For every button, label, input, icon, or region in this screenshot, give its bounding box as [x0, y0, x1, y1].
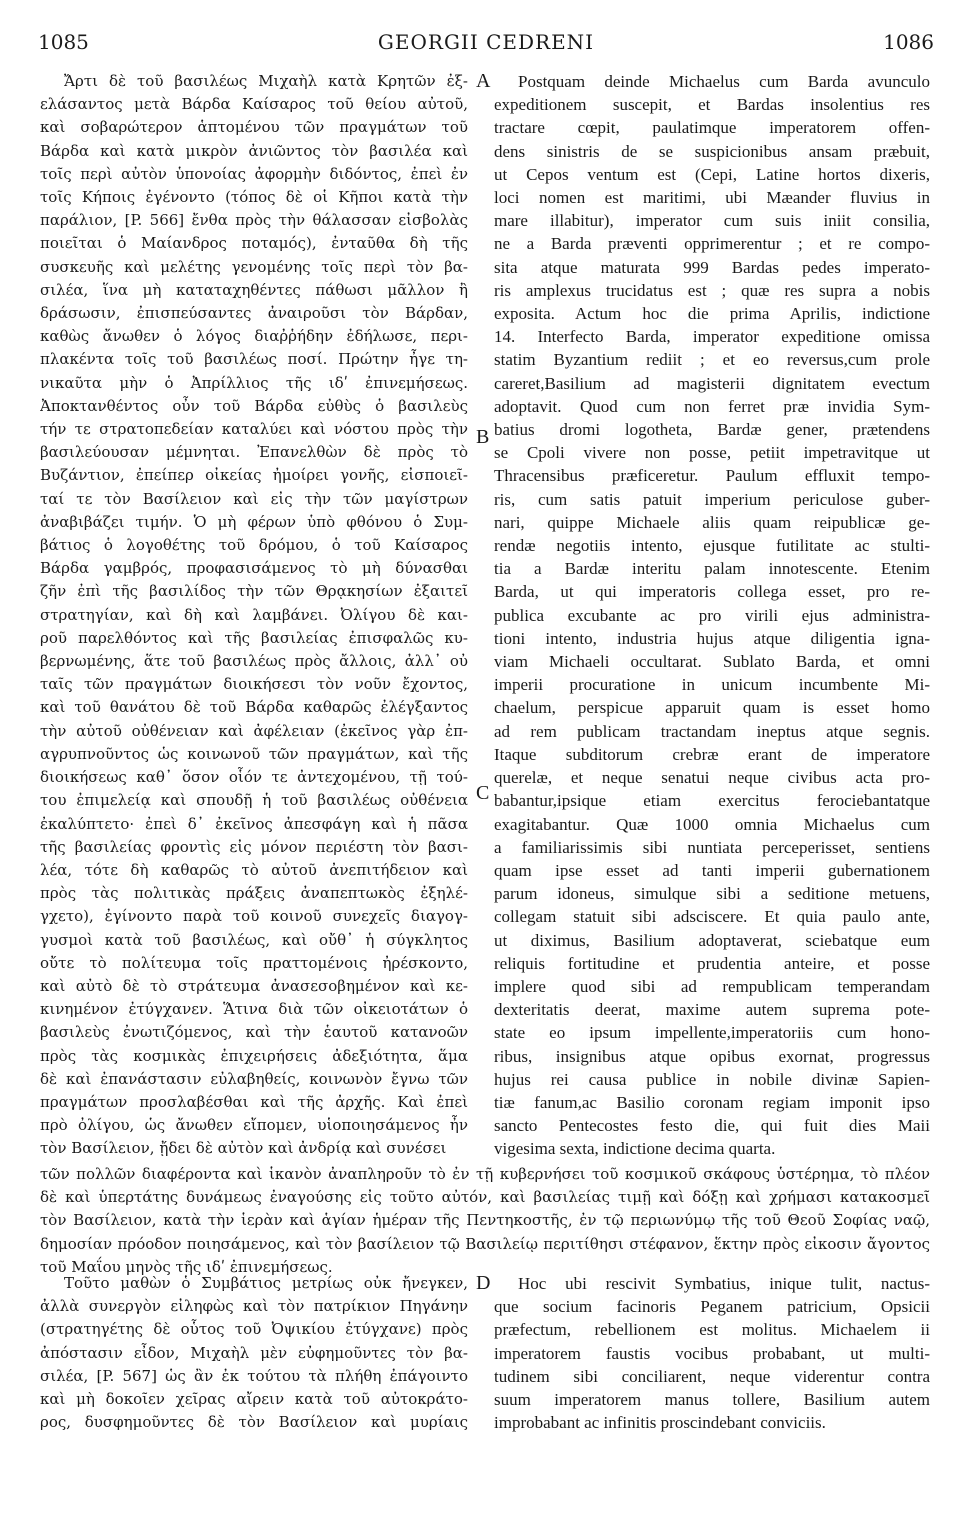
text-line: dexteritatis deerat, maxime autem suprema pote-	[494, 1000, 930, 1020]
text-line: ελάσαντος μετὰ Βάρδα Καίσαρος τοῦ θείου αὐτοῦ,	[40, 95, 468, 114]
text-line: παράλιον, [P. 566] ἔνθα πρὸς τὴν θάλασσαν εἰσβολὰς	[40, 211, 468, 230]
text-line: πραγμάτων προσλαβέσθαι καὶ τῆς ἀρχῆς. Καὶ ἐπεὶ	[40, 1092, 468, 1111]
text-line: πρὸς τὰς κοσμικὰς ἐπιχειρήσεις ἀδεξιότητα, ἅμα	[40, 1046, 468, 1065]
text-line: ribus, insignibus atque opibus exornat, progressus	[494, 1046, 930, 1066]
text-line: exagitabantur. Quæ 1000 omnia Michaelus cum	[494, 814, 930, 834]
text-line: imperatorem faustis vocibus probabant, ut multi-	[494, 1343, 930, 1363]
text-line: βάτιος ὁ λογοθέτης τοῦ δρόμου, ὁ τοῦ Καίσαρος	[40, 536, 468, 555]
text-line: δράσωσιν, ἐπισπεύσαντες ἀναιροῦσι τὸν Βάρδαν,	[40, 304, 468, 323]
text-line: ἀναβιβάζει τιμήν. Ὁ μὴ φέρων ὑπὸ φθόνου ὁ Συμ-	[40, 512, 468, 531]
text-line: se Cpoli vivere non posse, petiit impetravitque ut	[494, 443, 930, 463]
text-line: nari, quippe Michaele aliis quam reipublicæ ge-	[494, 512, 930, 532]
text-line: exposita. Actum hoc die prima Aprilis, indictione	[494, 304, 930, 324]
text-line: πρὸς τὰς πολιτικὰς πράξεις ἀναπεπτωκὸς ἐξηλέ-	[40, 884, 468, 903]
text-line: καθὼς ἄνωθεν ὁ λόγος διαῤῥήδην ἐδήλωσε, περι-	[40, 327, 468, 346]
text-line: mare illabitur), imperator cum suis iniit consilia,	[494, 211, 930, 231]
text-line: διοικήσεως καθ᾽ ὅσον οἷόν τε ἀντεχομένου, τῇ τού-	[40, 768, 468, 787]
text-line: πλακέντα τοῖς τοῦ βασιλέως ποσί. Πρώτην ἦγε τη-	[40, 350, 468, 369]
text-line: ris amplexus trucidatus est ; quæ res supra a nobis	[494, 280, 930, 300]
text-line: τὸν Βασίλειον, κατὰ τὴν ἱερὰν καὶ ἁγίαν ἡμέραν τῆς Πεντηκοστῆς, ἐν τῷ περιωνύμῳ τῆς τοῦ Θεοῦ Σοφίας ναῷ,	[40, 1211, 930, 1230]
text-line: batius dromi logotheta, Bardæ gener, prætendens	[494, 420, 930, 440]
text-line: hujus rei causa publice in nobile divinæ Sapien-	[494, 1069, 930, 1089]
text-line: τοῦ Μαΐου μηνὸς τῆς ιδʹ ἐπινεμήσεως.	[40, 1257, 333, 1276]
text-line: statim Byzantium rediit ; et eo reversus,cum prole	[494, 350, 930, 370]
text-line: collegam statuit sibi adsciscere. Et quia paulo ante,	[494, 907, 930, 927]
text-line: tioni intento, industria hujus atque diligentia igna-	[494, 628, 930, 648]
greek-column-top	[40, 70, 468, 1161]
margin-marker-b: B	[476, 426, 490, 448]
text-line: parum idoneus, simulque sibi a seditione metuens,	[494, 884, 930, 904]
margin-marker-c: C	[476, 782, 490, 804]
text-line: Βάρδα γαμβρός, προφασισάμενος τὸ μὴ δύνασθαι	[40, 559, 468, 578]
text-line: τῶν πολλῶν διαφέροντα καὶ ἱκανὸν ἀναπληροῦν τὸ ἐν τῇ κυβερνήσει τοῦ κοσμικοῦ σκάφους ὑστέρημα, τὸ πλέον	[40, 1165, 930, 1183]
text-line: ne a Barda præventi opprimerentur ; et re compo-	[494, 234, 930, 254]
text-line: τῆς βασιλείας φροντὶς εἰς μόνον περιέστη τὸν βασι-	[40, 837, 468, 856]
text-line: sita atque maturata 999 Bardas pedes imperato-	[494, 257, 930, 277]
text-line: querelæ, et neque senatui neque civibus acta pro-	[494, 768, 930, 788]
text-line: τήν τε στρατοπεδείαν καταλύει καὶ νόστου πρὸς τὴν	[40, 420, 468, 439]
text-line: loci nomen est maritimi, ubi Mæander fluvius in	[494, 188, 930, 208]
text-line: σιλέα, [P. 567] ὡς ἂν ἐκ τούτου τὰ πλήθη ἐπάγοιντο	[40, 1366, 468, 1385]
text-line: ποιεῖται ὁ Μαίανδρος ποταμός), ἐνταῦθα δὴ τῆς	[40, 234, 468, 253]
page-number-left: 1085	[38, 30, 89, 54]
text-line: adoptavit. Quod cum non ferret præ invidia Sym-	[494, 396, 930, 416]
page-number-right: 1086	[883, 30, 934, 54]
text-line: imperii procuratione in unicum incumbente Mi-	[494, 675, 930, 695]
text-line: Barda, ut qui imperatoris collega esset, pro re-	[494, 582, 930, 602]
text-line: ἀπόστασιν εἶδον, Μιχαὴλ μὲν εὐφημοῦντες τὸν βα-	[40, 1343, 468, 1362]
page-header	[38, 30, 934, 66]
text-line: ἐκαλύπτετο· ἐπεὶ δ᾽ ἐκεῖνος ἀπεσφάγη καὶ ἡ πᾶσα	[40, 814, 468, 833]
text-line: καὶ τοῦ θανάτου δὲ τοῦ Βάρδα καθαρῶς ἐλέγξαντος	[40, 698, 468, 717]
margin-marker-a: A	[476, 70, 491, 92]
text-line: Βυζάντιον, ἐπείπερ οἰκείας ἠμοίρει γονῆς, εἰσποιεῖ-	[40, 466, 468, 485]
text-line: sancto Pentecostes festo die, qui fuit dies Maii	[494, 1116, 930, 1136]
text-line: δὲ καὶ ἐπανάστασιν εὐλαβηθείς, κοινωνὸν ἔγνω τῶν	[40, 1069, 468, 1088]
text-line: ταί τε τὸν Βασίλειον καὶ εἰς τὴν τῶν μαγίστρων	[40, 489, 468, 508]
text-line: Itaque subditorum crebræ erant de imperatore	[494, 744, 930, 764]
text-line: ἀλλὰ συνεργὸν εἰληφὼς καὶ τὸν πατρίκιον Πηγάνην	[40, 1297, 468, 1316]
text-line: implere quod sibi ad rempublicam temperandam	[494, 976, 930, 996]
text-line: κινημένον ἐτύγχανεν. Ἅτινα διὰ τῶν οἰκειοτάτων ὁ	[40, 1000, 468, 1019]
text-line: expeditionem suscepit, et Bardas insolentius res	[494, 95, 930, 115]
text-line: Thracensibus præficeretur. Paulum effluxit tempo-	[494, 466, 930, 486]
running-title: GEORGII CEDRENI	[377, 30, 595, 54]
text-line: οὔτε τὸ πολίτευμα τοῖς πραττομένοις ἠρέσκοντο,	[40, 953, 468, 972]
text-line: ροῦ παρελθόντος καὶ τῆς βασιλείας ἐπισφαλῶς κυ-	[40, 628, 468, 647]
text-line: συσκευῆς καὶ μελέτης γενομένης τοῖς περὶ τὸν βα-	[40, 257, 468, 276]
text-line: Postquam deinde Michaelus cum Barda avunculo	[518, 72, 930, 91]
text-line: ταῖς τῶν πραγμάτων διοικήσεσι τὸν νοῦν ἔχοντος,	[40, 675, 468, 694]
text-line: chaelum, perspicue apparuit quam is esset homo	[494, 698, 930, 718]
text-line: Βάρδα καὶ κατὰ μικρὸν ἀνιῶντος τὸν βασιλέα καὶ	[40, 141, 468, 160]
text-line: dens sinistris de se suspicionibus ansam præbuit,	[494, 141, 930, 161]
text-line: βασιλεὺς ἐνωτιζόμενος, καὶ τὴν ἑαυτοῦ κατανοῶν	[40, 1023, 468, 1042]
text-line: ut diximus, Basilium adoptaverat, sciebatque eum	[494, 930, 930, 950]
text-line: τὸν Βασίλειον, ᾔδει δὲ αὐτὸν καὶ ἀνδρίᾳ καὶ συνέσει	[40, 1139, 447, 1158]
text-line: tudinem sibi conciliarent, neque viderentur contra	[494, 1366, 930, 1386]
text-line: præfectum, rebellionem est molitus. Michaelem ii	[494, 1320, 930, 1340]
text-line: τὴν αὐτοῦ οὐθένειαν καὶ ἀφέλειαν (ἐκεῖνος γὰρ ἐπ-	[40, 721, 468, 740]
text-line: πρὸ ὀλίγου, ὡς ἄνωθεν εἴπομεν, υἱοποιησάμενος ἦν	[40, 1116, 468, 1135]
text-line: a familiarissimis sibi nuntiata perceperisset, sentiens	[494, 837, 930, 857]
text-line: tractare cœpit, paulatimque imperatorem offen-	[494, 118, 930, 138]
latin-column-bottom	[494, 1272, 930, 1434]
text-line: Hoc ubi rescivit Symbatius, inique tulit, nactus-	[518, 1274, 930, 1293]
text-line: vigesima sexta, indictione decima quarta.	[494, 1139, 776, 1159]
text-line: suum imperatorem manus tollere, Basilium autem	[494, 1390, 930, 1410]
text-line: λέα, τότε δὴ καθαρῶς τὸ αὐτοῦ ἀνεπιτήδειον καὶ	[40, 860, 468, 879]
text-line: ζῆν ἐπὶ τῆς βασιλίδος τὴν τῶν Θρᾳκησίων ἐξαιτεῖ	[40, 582, 468, 601]
text-line: στρατηγίαν, καὶ δὴ καὶ λαμβάνει. Ὀλίγου δὲ και-	[40, 605, 468, 624]
text-line: babantur,ipsique etiam exercitus ferociebantatque	[494, 791, 930, 811]
text-line: του ἐπιμελείᾳ καὶ σπουδῇ ἡ τοῦ βασιλέως οὐθένεια	[40, 791, 468, 810]
text-line: state eo ipsum impellente,imperatoriis cum hono-	[494, 1023, 930, 1043]
text-line: βερνωμένης, ἅτε τοῦ βασιλέως πρὸς ἄλλοις, ἀλλ᾽ οὐ	[40, 652, 468, 671]
text-line: Τοῦτο μαθὼν ὁ Συμβάτιος μετρίως οὐκ ἤνεγκεν,	[64, 1274, 468, 1292]
text-line: Ἄρτι δὲ τοῦ βασιλέως Μιχαὴλ κατὰ Κρητῶν ἐξ-	[64, 72, 468, 90]
text-line: σιλέα, ἵνα μὴ καταταχηθέντες πάθωσι μᾶλλον ἢ	[40, 280, 468, 299]
text-line: τοῖς περὶ αὐτὸν ὑπονοίας ἀφορμὴν διδόντος, ἐπεὶ ἐν	[40, 164, 468, 183]
text-line: que socium facinoris Peganem patricium, Opsicii	[494, 1297, 930, 1317]
text-line: δημοσίαν πρόοδον ποιησάμενος, καὶ τὸν βασίλειον τῷ Βασιλείῳ περιτίθησι στέφανον, ἕκτην πρὸς εἰκοσιν ἄγοντος	[40, 1234, 930, 1253]
text-line: τοῖς Κήποις ἐγένοντο (τόπος δὲ οἱ Κῆποι κατὰ τὴν	[40, 188, 468, 207]
text-line: γχετο), ἐγίνοντο παρὰ τοῦ κοινοῦ συνεχεῖς διαγογ-	[40, 907, 468, 926]
text-line: νικαῦτα μὴν ὁ Ἀπρίλλιος τῆς ιδʹ ἐπινεμήσεως.	[40, 373, 468, 392]
text-line: Ἀποκτανθέντος οὖν τοῦ Βάρδα εὐθὺς ὁ βασιλεὺς	[40, 396, 468, 415]
text-line: publica excubante ac pro virili ejus administra-	[494, 605, 930, 625]
text-line: ris, cum satis patuit imperium periculose guber-	[494, 489, 930, 509]
text-line: 14. Interfecto Barda, imperator expeditione omissa	[494, 327, 930, 347]
latin-column-top	[494, 70, 930, 1161]
margin-marker-d: D	[476, 1272, 491, 1294]
text-line: ρος, δυσφημοῦντες δὲ τὸν Βασίλειον καὶ μυρίαις	[40, 1413, 468, 1432]
text-line: καὶ αὐτὸ δὲ τὸ στράτευμα ἀνασεσοβημένον καὶ κε-	[40, 976, 468, 995]
text-line: tiæ fanum,ac Basilio coronam regiam imponit ipso	[494, 1092, 930, 1112]
text-line: καὶ μὴ δοκοῖεν χεῖρας αἴρειν κατὰ τοῦ αὐτοκράτο-	[40, 1390, 468, 1409]
text-line: quam ipse esset ad tanti imperii gubernationem	[494, 860, 930, 880]
text-line: rendæ negotiis intento, ejusque futilitate ac stulti-	[494, 536, 930, 556]
text-line: (στρατηγέτης δὲ οὗτος τοῦ Ὀψικίου ἐτύγχανε) πρὸς	[40, 1320, 468, 1339]
text-line: ut Cepos ventum est (Cepi, Latine hortos dixeris,	[494, 164, 930, 184]
text-line: βασιλεύουσαν μέμνηται. Ἐπανελθὼν δὲ πρὸς τὸ	[40, 443, 468, 462]
text-line: viam Michaeli occultarat. Sublato Barda, et omni	[494, 652, 930, 672]
greek-full-width-paragraph	[40, 1163, 930, 1279]
text-line: reliquis fortitudine et prudentia anteire, et posse	[494, 953, 930, 973]
text-line: careret,Basilium ad magisterii dignitatem evectum	[494, 373, 930, 393]
text-line: αγρυπνοῦντος ὡς κοινωνοῦ τῶν πραγμάτων, καὶ τῆς	[40, 744, 468, 763]
text-line: improbabant ac infinitis proscindebant conviciis.	[494, 1413, 826, 1433]
text-line: tia a Bardæ interitu palam innotescente. Etenim	[494, 559, 930, 579]
text-line: ad rem publicam tractandam ineptus atque segnis.	[494, 721, 930, 741]
text-line: δὲ καὶ ὑπερτάτης δυνάμεως ἐναγούσης εἰς τοῦτο αὐτόν, καὶ βασιλείας τιμῇ καὶ δόξῃ καὶ χρήμασι κατακοσμεῖ	[40, 1188, 930, 1207]
greek-column-bottom	[40, 1272, 468, 1434]
text-line: γυσμοὶ κατὰ τοῦ βασιλέως, καὶ οὔθ᾽ ἡ σύγκλητος	[40, 930, 468, 949]
text-line: καὶ σοβαρώτερον ἁπτομένου τῶν πραγμάτων τοῦ	[40, 118, 468, 137]
